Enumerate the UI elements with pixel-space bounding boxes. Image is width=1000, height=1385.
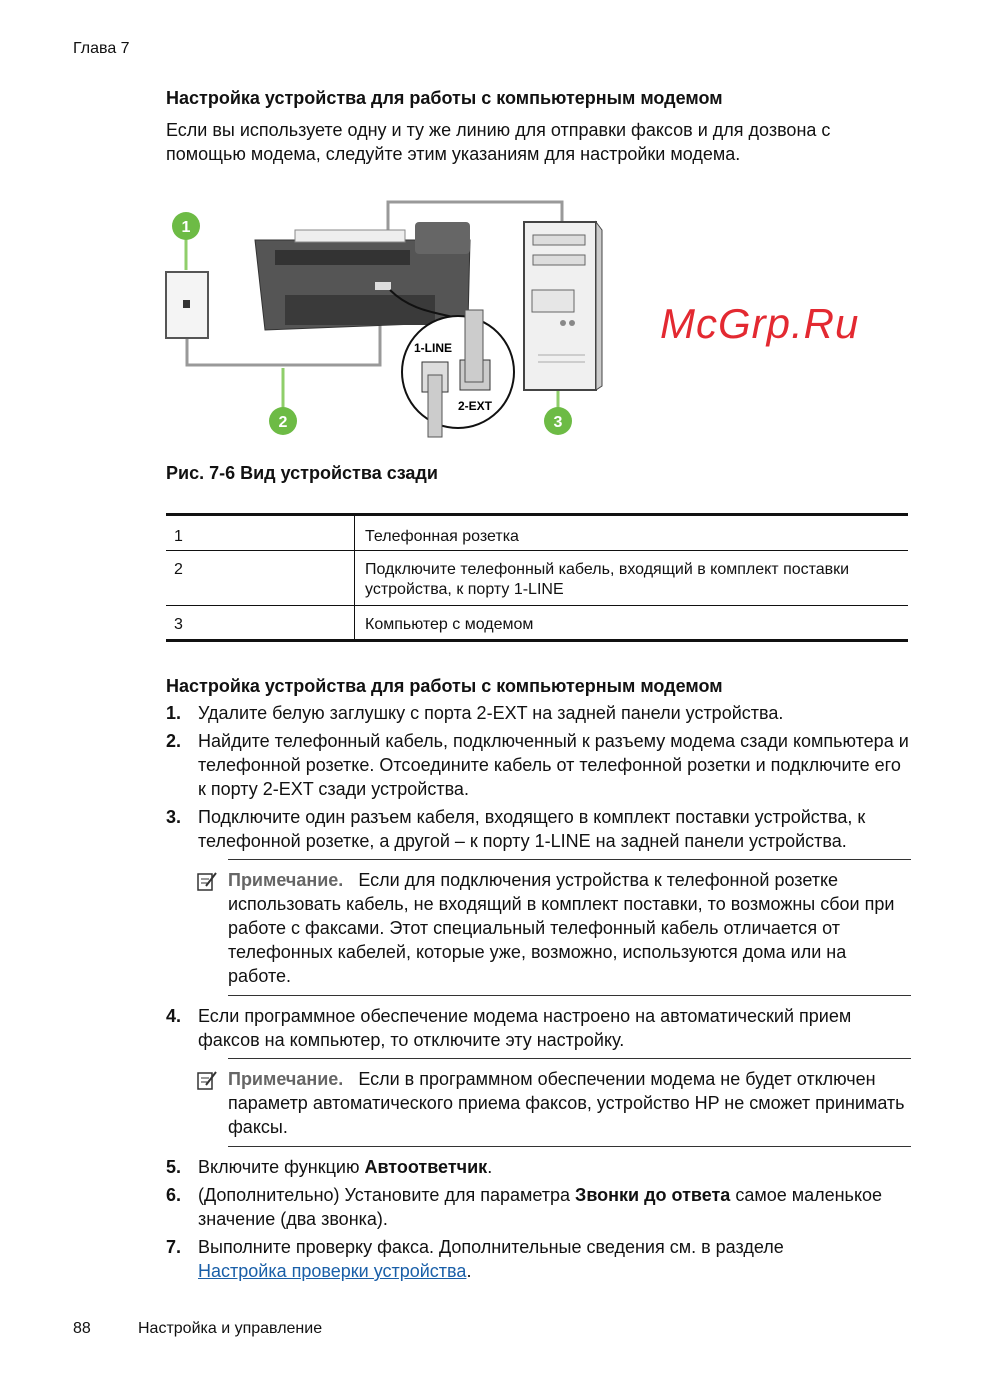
note-text: Если для подключения устройства к телефонной розетке использовать кабель, не входящий в комплект поставки, то возможны сбои при работе с факсами. Этот специальный телефонный кабель отличается от телефонных кабелей, которые уже, возможно, используются дома или на работе.: [228, 870, 895, 986]
wall-jack: [166, 272, 208, 338]
svg-text:2: 2: [278, 414, 288, 431]
note-icon: [196, 870, 218, 898]
step-6: [166, 1183, 911, 1231]
section-title: Настройка устройства для работы с компьютерным модемом: [166, 88, 723, 108]
step-2: [166, 729, 911, 801]
step-number: 3.: [166, 807, 182, 827]
step-7: [166, 1235, 911, 1283]
step-5: [166, 1155, 911, 1179]
row-num: 1: [166, 515, 355, 551]
port-label-1-line: 1-LINE: [414, 341, 453, 355]
step-text: Включите функцию Автоответчик.: [198, 1157, 493, 1177]
setup-check-link[interactable]: Настройка проверки устройства: [198, 1261, 467, 1281]
callout-1: [172, 212, 200, 240]
note-1: [228, 859, 911, 996]
step-number: 1.: [166, 703, 182, 723]
row-text: Компьютер с модемом: [365, 616, 534, 633]
figure-caption: Рис. 7-6 Вид устройства сзади: [166, 463, 438, 483]
page-number: 88: [73, 1320, 91, 1337]
table-row: [166, 515, 908, 551]
row-text: Телефонная розетка: [365, 528, 519, 545]
step-text: Подключите один разъем кабеля, входящего в комплект поставки устройства, к телефонной розетке, а другой – к порту 1-LINE на задней панели устройства.: [198, 807, 866, 851]
watermark: McGrp.Ru: [660, 300, 860, 347]
legend-table: [166, 513, 908, 642]
footer-title: Настройка и управление: [138, 1320, 323, 1337]
step-text: Найдите телефонный кабель, подключенный к разъему модема сзади компьютера и телефонной розетке. Отсоедините кабель от телефонной розетки и подключите его к порту 2-EXT сзади устройства.: [198, 731, 909, 799]
table-row: [166, 606, 908, 641]
note-label: Примечание.: [228, 1069, 344, 1089]
rear-view-diagram: [160, 190, 620, 450]
step-3: [166, 805, 911, 853]
step-4: [166, 1004, 911, 1052]
computer: [524, 222, 602, 390]
step-number: 5.: [166, 1157, 182, 1177]
row-num: 2: [166, 551, 355, 606]
procedure-section: [166, 675, 911, 1287]
step-number: 2.: [166, 731, 182, 751]
callout-2: [269, 407, 297, 435]
intro-paragraph: Если вы используете одну и ту же линию для отправки факсов и для дозвона с помощью модема, следуйте этим указаниям для настройки модема.: [166, 120, 831, 164]
row-text: Подключите телефонный кабель, входящий в комплект поставки устройства, к порту 1-LINE: [365, 561, 850, 598]
procedure-title: Настройка устройства для работы с компьютерным модемом: [166, 676, 723, 696]
svg-text:3: 3: [553, 414, 563, 431]
port-label-2-ext: 2-EXT: [458, 399, 493, 413]
step-text: Выполните проверку факса. Дополнительные сведения см. в разделе Настройка проверки устройства.: [198, 1237, 784, 1281]
chapter-header: Глава 7: [73, 40, 130, 57]
table-row: [166, 551, 908, 606]
step-text: Удалите белую заглушку с порта 2-EXT на задней панели устройства.: [198, 703, 784, 723]
note-text: Если в программном обеспечении модема не будет отключен параметр автоматического приема факсов, устройство HP не сможет принимать факсы.: [228, 1069, 905, 1137]
callout-3: [544, 407, 572, 435]
step-1: [166, 701, 911, 725]
svg-text:1: 1: [181, 219, 191, 236]
note-2: [228, 1058, 911, 1147]
note-icon: [196, 1069, 218, 1097]
note-label: Примечание.: [228, 870, 344, 890]
step-number: 4.: [166, 1006, 182, 1026]
step-number: 7.: [166, 1237, 182, 1257]
step-text: Если программное обеспечение модема настроено на автоматический прием факсов на компьютер, то отключите эту настройку.: [198, 1006, 852, 1050]
step-text: (Дополнительно) Установите для параметра Звонки до ответа самое маленькое значение (два звонка).: [198, 1185, 883, 1229]
step-number: 6.: [166, 1185, 182, 1205]
row-num: 3: [166, 606, 355, 641]
